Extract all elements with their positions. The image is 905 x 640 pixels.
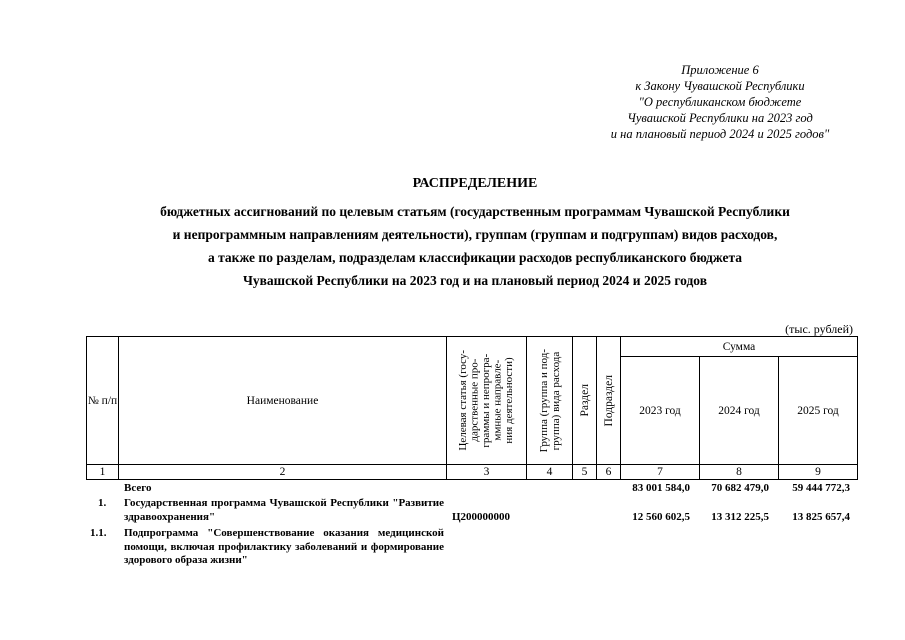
header-2023: 2023 год (621, 357, 700, 465)
row-name: Подпрограмма "Совершенствование оказания медицинской помощи, включая профилактику заболеваний и формирование здорового образа жизни" (124, 527, 444, 566)
col-number: 1 (87, 465, 119, 480)
header-sum: Сумма (621, 337, 858, 357)
col-number: 5 (573, 465, 597, 480)
header-subsection: Подраздел (597, 337, 621, 465)
col-number: 2 (119, 465, 447, 480)
row-amount-2024: 70 682 479,0 (711, 482, 769, 494)
subtitle-line: бюджетных ассигнований по целевым статьям (государственным программам Чувашской Республики (160, 204, 790, 219)
header-2024: 2024 год (700, 357, 779, 465)
subtitle-line: Чувашской Республики на 2023 год и на плановый период 2024 и 2025 годов (242, 273, 708, 288)
row-name: Всего (124, 482, 152, 494)
budget-table-header (86, 336, 858, 480)
row-name: Государственная программа Чувашской Республики "Развитие здравоохранения" (124, 497, 444, 523)
header-2025: 2025 год (779, 357, 858, 465)
appendix-line: к Закону Чувашской Республики (635, 79, 805, 93)
header-section: Раздел (573, 337, 597, 465)
row-amount-2023: 83 001 584,0 (632, 482, 690, 494)
appendix-line: Чувашской Республики на 2023 год (627, 111, 813, 125)
document-title: РАСПРЕДЕЛЕНИЕ (412, 176, 538, 191)
header-num: № п/п (87, 337, 119, 465)
col-number: 6 (597, 465, 621, 480)
col-number: 3 (447, 465, 527, 480)
row-amount-2023: 12 560 602,5 (632, 511, 690, 523)
row-num: 1. (98, 497, 107, 509)
row-amount-2025: 13 825 657,4 (792, 511, 850, 523)
header-target: Целевая статья (госу- дарственные про- граммы и непрогра- ммные направле- ния деятельности) (447, 337, 527, 465)
col-number: 9 (779, 465, 858, 480)
document-subtitle (0, 200, 905, 292)
subtitle-line: и непрограммным направлениям деятельности), группам (группам и подгруппам) видов расходов, (172, 227, 778, 242)
row-num: 1.1. (90, 527, 107, 539)
appendix-line: Приложение 6 (681, 63, 759, 77)
appendix-line: и на плановый период 2024 и 2025 годов" (610, 127, 830, 141)
row-target-code: Ц200000000 (452, 511, 511, 523)
col-number: 8 (700, 465, 779, 480)
appendix-header (560, 62, 880, 142)
row-amount-2025: 59 444 772,3 (792, 482, 850, 494)
header-name: Наименование (119, 337, 447, 465)
col-number: 7 (621, 465, 700, 480)
subtitle-line: а также по разделам, подразделам классификации расходов республиканского бюджета (208, 250, 742, 265)
units-label: (тыс. рублей) (785, 322, 853, 336)
row-amount-2024: 13 312 225,5 (711, 511, 769, 523)
col-number: 4 (527, 465, 573, 480)
appendix-line: "О республиканском бюджете (638, 95, 802, 109)
header-group: Группа (группа и под- группа) вида расхода (527, 337, 573, 465)
